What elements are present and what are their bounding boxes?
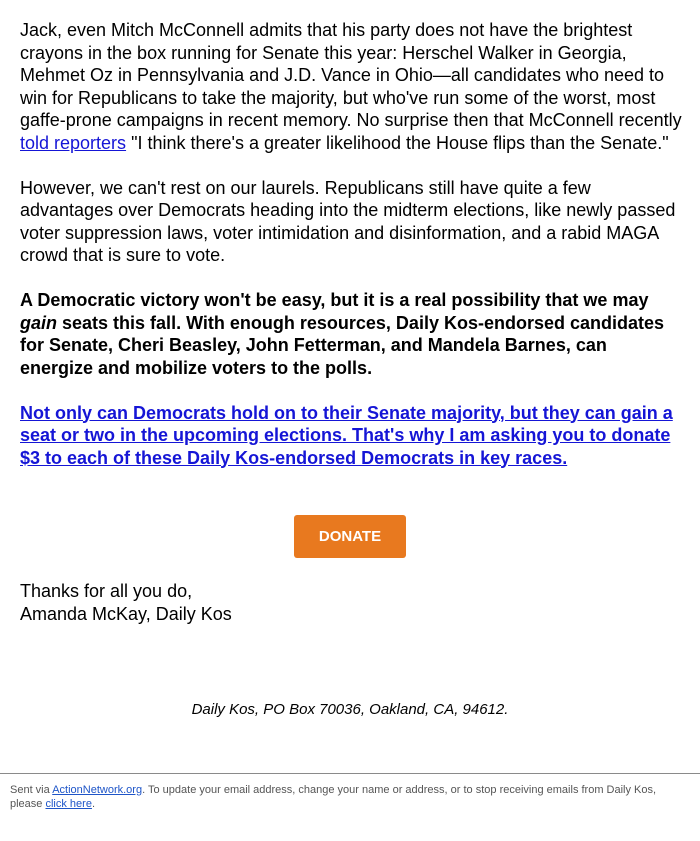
footer-divider — [0, 773, 700, 774]
signoff-signature: Amanda McKay, Daily Kos — [20, 603, 232, 624]
donate-button-container — [0, 515, 700, 558]
paragraph-victory — [20, 289, 682, 379]
paragraph-intro-text: Jack, even Mitch McConnell admits that his party does not have the brightest crayons in the box running for Senate this year: Herschel Walker in Georgia, Mehmet Oz in Pennsylvania and J.D. Vance in Ohio—all candidates who need to win for Republicans to take the majority, but who've run some of the worst, most gaffe-prone campaigns in recent memory. No surprise then that McConnell recently — [20, 20, 682, 130]
signoff-thanks: Thanks for all you do, — [20, 581, 193, 601]
donate-cta-link[interactable]: Not only can Democrats hold on to their Senate majority, but they can gain a seat or two in the upcoming elections. That's why I am asking you to donate $3 to each of these Daily Kos-endorsed Democrats in key races. — [20, 402, 673, 468]
click-here-link[interactable]: click here — [45, 797, 92, 810]
footer-notice — [10, 784, 680, 811]
mailing-address: Daily Kos, PO Box 70036, Oakland, CA, 94612. — [191, 701, 509, 718]
email-body — [20, 19, 682, 492]
donate-button[interactable]: DONATE — [294, 515, 406, 558]
footer-prefix: Sent via — [10, 784, 53, 796]
signoff — [20, 580, 232, 625]
paragraph-intro — [20, 19, 682, 154]
paragraph-laurels: However, we can't rest on our laurels. Republicans still have quite a few advantages over Democrats heading into the midterm elections, like newly passed voter suppression laws, voter intimidation and disinformation, and a rabid MAGA crowd that is sure to vote. — [20, 177, 676, 265]
footer-suffix: . — [91, 797, 96, 810]
paragraph-cta — [20, 402, 682, 470]
footer-middle: . To update your email address, change your name or address, or to stop receiving emails from Daily Kos, please — [10, 784, 657, 810]
paragraph-intro-quote: "I think there's a greater likelihood the House flips than the Senate." — [126, 132, 669, 153]
paragraph-victory-rest: seats this fall. With enough resources, Daily Kos-endorsed candidates for Senate, Cheri Beasley, John Fetterman, and Mandela Barnes, can energize and mobilize voters to the polls. — [20, 312, 665, 378]
told-reporters-link[interactable]: told reporters — [20, 132, 127, 153]
actionnetwork-link[interactable]: ActionNetwork.org — [52, 784, 143, 796]
gain-emphasis: gain — [20, 312, 58, 333]
paragraph-victory-text: A Democratic victory won't be easy, but it is a real possibility that we may — [20, 290, 649, 310]
